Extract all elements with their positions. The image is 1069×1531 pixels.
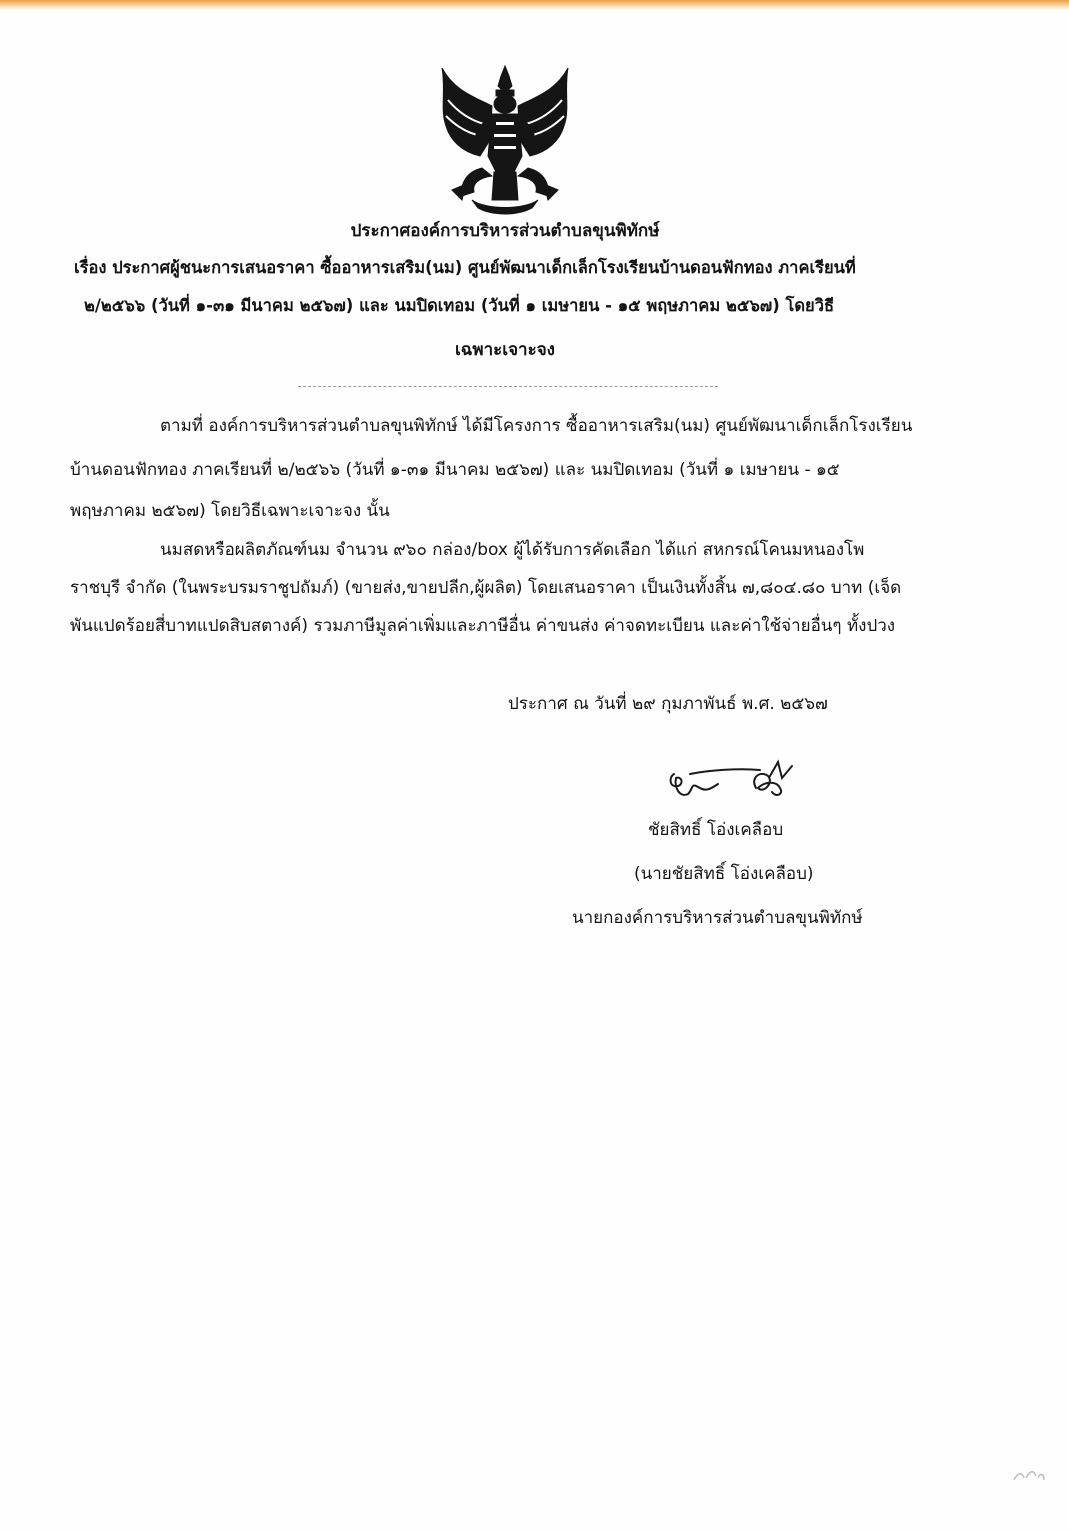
signer-name: ชัยสิทธิ์ โอ่งเคลือบ bbox=[648, 820, 784, 840]
signature-icon bbox=[660, 758, 810, 806]
paragraph-1-line-1: ตามที่ องค์การบริหารส่วนตำบลขุนพิทักษ์ ได้มีโครงการ ซื้ออาหารเสริม(นม) ศูนย์พัฒนาเด็กเล็กโรงเรียน bbox=[160, 416, 913, 436]
announcement-date: ประกาศ ณ วันที่ ๒๙ กุมภาพันธ์ พ.ศ. ๒๕๖๗ bbox=[508, 694, 828, 714]
page-smudge bbox=[1012, 1466, 1046, 1484]
paragraph-2-line-1: นมสดหรือผลิตภัณฑ์นม จำนวน ๙๖๐ กล่อง/box ผู้ได้รับการคัดเลือก ได้แก่ สหกรณ์โคนมหนองโพ bbox=[160, 540, 865, 560]
org-title: ประกาศองค์การบริหารส่วนตำบลขุนพิทักษ์ bbox=[350, 221, 660, 241]
subject-line-1: เรื่อง ประกาศผู้ชนะการเสนอราคา ซื้ออาหารเสริม(นม) ศูนย์พัฒนาเด็กเล็กโรงเรียนบ้านดอนฟักทอง ภาคเรียนที่ bbox=[74, 258, 856, 277]
paragraph-1-line-3: พฤษภาคม ๒๕๖๗) โดยวิธีเฉพาะเจาะจง นั้น bbox=[70, 501, 390, 521]
subject-line-3: เฉพาะเจาะจง bbox=[455, 340, 555, 360]
paragraph-2-line-3: พันแปดร้อยสี่บาทแปดสิบสตางค์) รวมภาษีมูลค่าเพิ่มและภาษีอื่น ค่าขนส่ง ค่าจดทะเบียน และค่าใช้จ่ายอื่นๆ ทั้งปวง bbox=[70, 616, 896, 636]
divider bbox=[298, 386, 718, 387]
garuda-emblem-icon bbox=[432, 60, 578, 216]
signer-full-name: (นายชัยสิทธิ์ โอ่งเคลือบ) bbox=[634, 864, 814, 884]
paragraph-1-line-2: บ้านดอนฟักทอง ภาคเรียนที่ ๒/๒๕๖๖ (วันที่ ๑-๓๑ มีนาคม ๒๕๖๗) และ นมปิดเทอม (วันที่ ๑ เมษายน - ๑๕ bbox=[70, 460, 840, 480]
paragraph-2-line-2: ราชบุรี จำกัด (ในพระบรมราชูปถัมภ์) (ขายส่ง,ขายปลีก,ผู้ผลิต) โดยเสนอราคา เป็นเงินทั้งสิ้น ๗,๘๐๔.๘๐ บาท (เจ็ด bbox=[70, 578, 902, 598]
paper-top-edge bbox=[0, 0, 1069, 10]
signer-position: นายกองค์การบริหารส่วนตำบลขุนพิทักษ์ bbox=[572, 908, 863, 928]
subject-line-2: ๒/๒๕๖๖ (วันที่ ๑-๓๑ มีนาคม ๒๕๖๗) และ นมปิดเทอม (วันที่ ๑ เมษายน - ๑๕ พฤษภาคม ๒๕๖๗) โดยวิธี bbox=[84, 296, 835, 315]
